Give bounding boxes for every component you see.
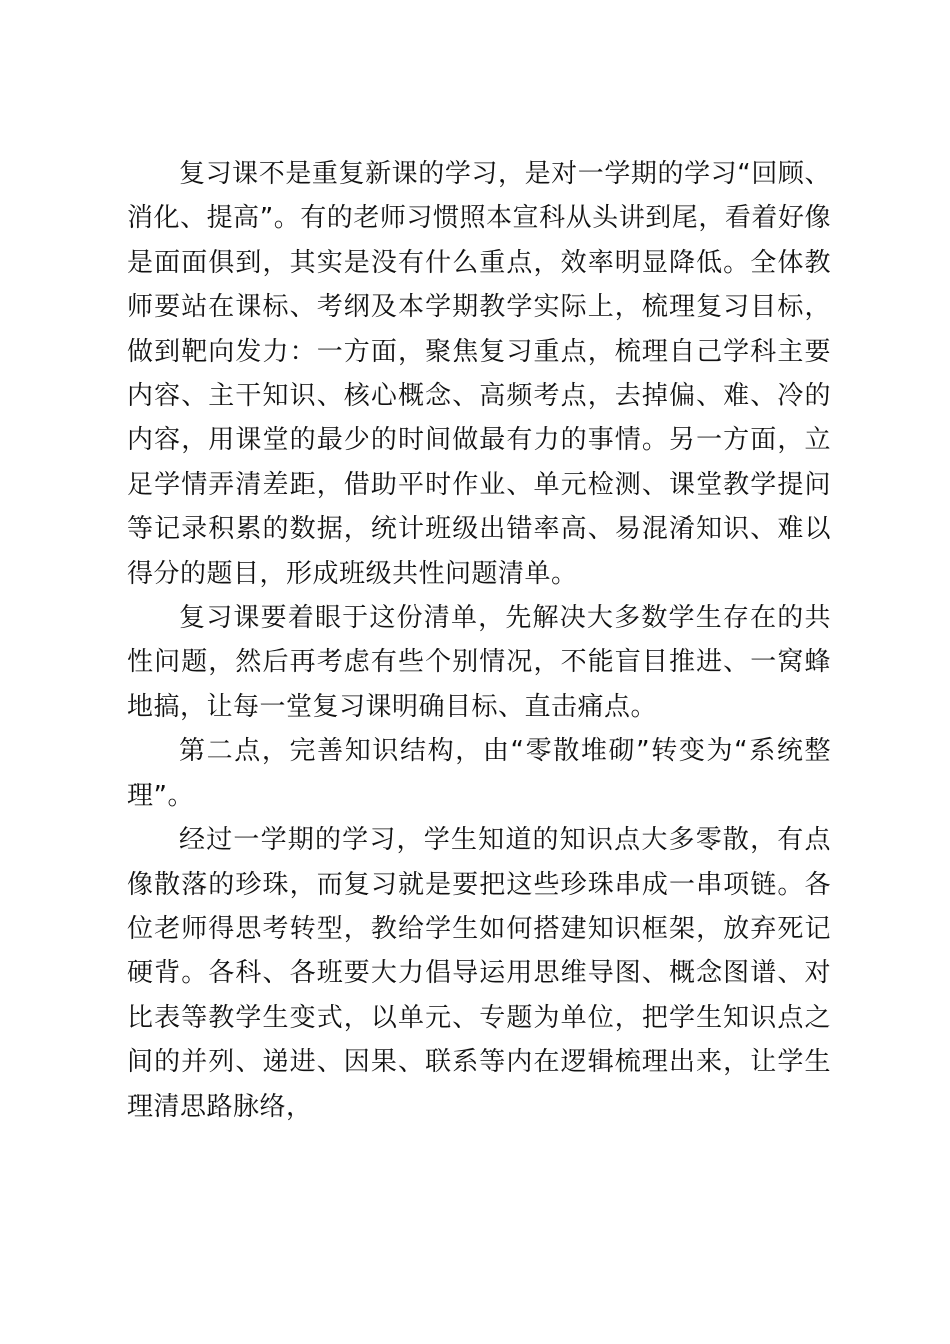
paragraph-2: 复习课要着眼于这份清单，先解决大多数学生存在的共性问题，然后再考虑有些个别情况，不能盲目推进、一窝蜂地搞，让每一堂复习课明确目标、直击痛点。 <box>127 603 831 722</box>
paragraph-3: 第二点，完善知识结构，由“零散堆砌”转变为“系统整理”。 <box>127 736 831 811</box>
paragraph-4: 经过一学期的学习，学生知道的知识点大多零散，有点像散落的珍珠，而复习就是要把这些珍珠串成一串项链。各位老师得思考转型，教给学生如何搭建知识框架，放弃死记硬背。各科、各班要大力倡导运用思维导图、概念图谱、对比表等教学生变式，以单元、专题为单位，把学生知识点之间的并列、递进、因果、联系等内在逻辑梳理出来，让学生理清思路脉络， <box>127 825 831 1122</box>
paragraph-1: 复习课不是重复新课的学习，是对一学期的学习“回顾、消化、提高”。有的老师习惯照本宣科从头讲到尾，看着好像是面面俱到，其实是没有什么重点，效率明显降低。全体教师要站在课标、考纲及本学期教学实际上，梳理复习目标，做到靶向发力：一方面，聚焦复习重点，梳理自己学科主要内容、主干知识、核心概念、高频考点，去掉偏、难、冷的内容，用课堂的最少的时间做最有力的事情。另一方面，立足学情弄清差距，借助平时作业、单元检测、课堂教学提问等记录积累的数据，统计班级出错率高、易混淆知识、难以得分的题目，形成班级共性问题清单。 <box>127 159 831 589</box>
document-body <box>127 152 831 1129</box>
